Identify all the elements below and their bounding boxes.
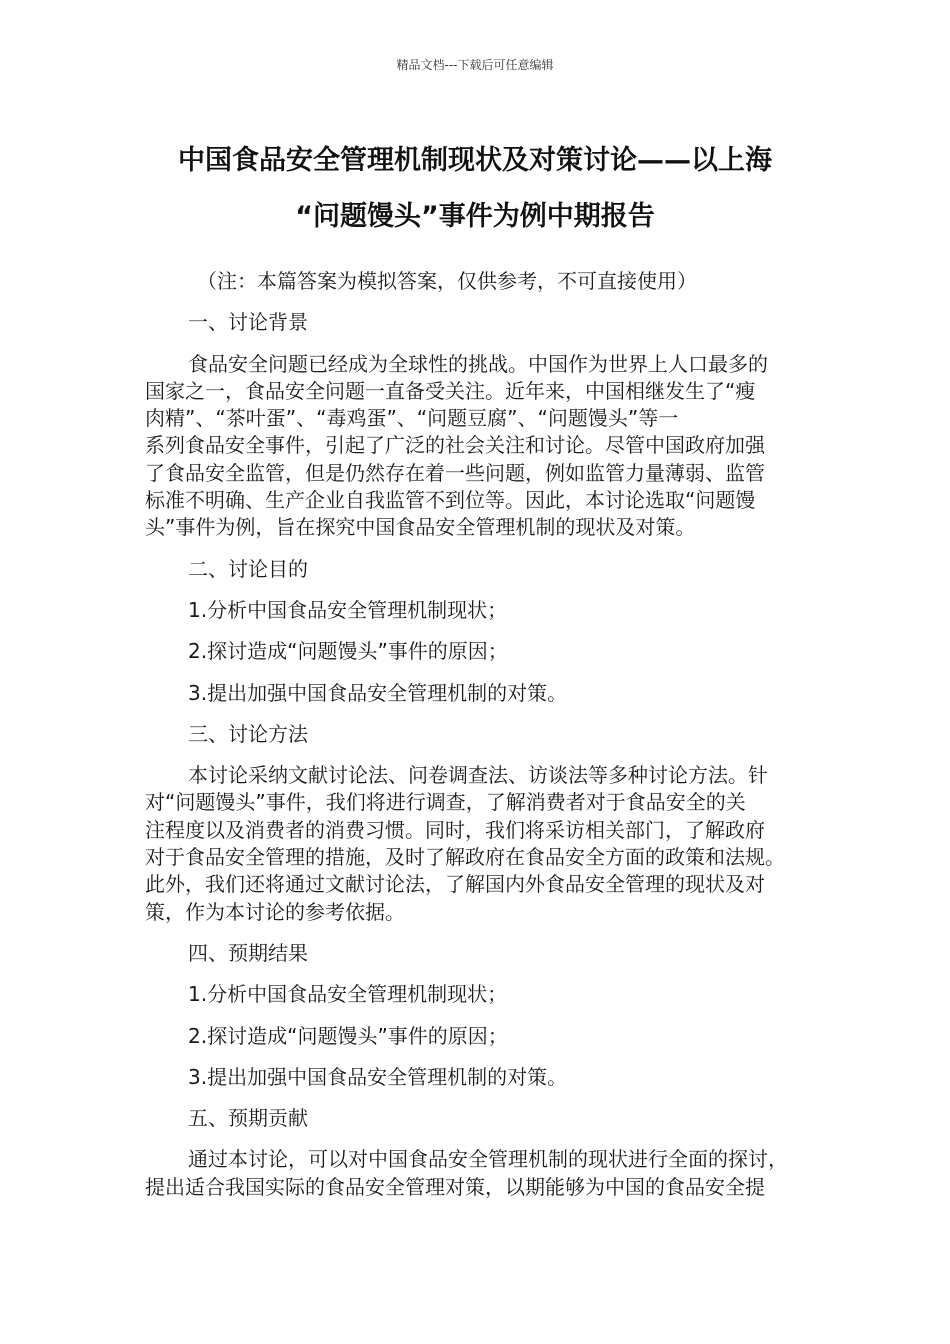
list-item: 3.提出加强中国食品安全管理机制的对策。 bbox=[188, 1064, 568, 1089]
paragraph-line: 了食品安全监管，但是仍然存在着一些问题，例如监管力量薄弱、监管 bbox=[145, 460, 765, 485]
paragraph-line: 此外，我们还将通过文献讨论法，了解国内外食品安全管理的现状及对 bbox=[145, 872, 765, 897]
list-item: 1.分析中国食品安全管理机制现状； bbox=[188, 982, 508, 1007]
section-heading-background: 一、讨论背景 bbox=[188, 310, 308, 335]
paragraph-line: 注程度以及消费者的消费习惯。同时，我们将采访相关部门，了解政府 bbox=[145, 817, 765, 842]
list-item: 2.探讨造成“问题馒头”事件的原因； bbox=[188, 639, 508, 664]
paragraph-line: 头”事件为例，旨在探究中国食品安全管理机制的现状及对策。 bbox=[145, 515, 696, 540]
paragraph-line: 肉精”、“茶叶蛋”、“毒鸡蛋”、“问题豆腐”、“问题馒头”等一 bbox=[145, 406, 679, 431]
section-heading-contribution: 五、预期贡献 bbox=[188, 1106, 308, 1131]
paragraph-line: 策，作为本讨论的参考依据。 bbox=[145, 899, 405, 924]
paragraph-line: 通过本讨论，可以对中国食品安全管理机制的现状进行全面的探讨， bbox=[188, 1147, 788, 1172]
document-body bbox=[145, 268, 805, 1215]
paragraph-line: 本讨论采纳文献讨论法、问卷调查法、访谈法等多种讨论方法。针 bbox=[188, 763, 768, 788]
section-heading-results: 四、预期结果 bbox=[188, 940, 308, 965]
title-line-1: 中国食品安全管理机制现状及对策讨论——以上海 bbox=[178, 145, 772, 176]
paragraph-line: 标准不明确、生产企业自我监管不到位等。因此，本讨论选取“问题馒 bbox=[145, 488, 756, 513]
paragraph-line: 对于食品安全管理的措施，及时了解政府在食品安全方面的政策和法规。 bbox=[145, 845, 785, 870]
paragraph-line: 提出适合我国实际的食品安全管理对策，以期能够为中国的食品安全提 bbox=[145, 1174, 765, 1199]
paragraph-contribution bbox=[145, 1146, 805, 1201]
page-header: 精品文档---下载后可任意编辑 bbox=[396, 58, 554, 72]
section-heading-purpose: 二、讨论目的 bbox=[188, 556, 308, 581]
list-item: 2.探讨造成“问题馒头”事件的原因； bbox=[188, 1023, 508, 1048]
paragraph-method bbox=[145, 762, 805, 926]
paragraph-background bbox=[145, 351, 805, 542]
paragraph-line: 系列食品安全事件，引起了广泛的社会关注和讨论。尽管中国政府加强 bbox=[145, 433, 765, 458]
disclaimer-note: （注：本篇答案为模拟答案，仅供参考，不可直接使用） bbox=[197, 269, 697, 293]
list-item: 1.分析中国食品安全管理机制现状； bbox=[188, 597, 508, 622]
document-title bbox=[145, 133, 805, 245]
paragraph-line: 对“问题馒头”事件，我们将进行调查，了解消费者对于食品安全的关 bbox=[145, 790, 746, 815]
title-line-2: “问题馒头”事件为例中期报告 bbox=[295, 201, 655, 232]
paragraph-line: 国家之一，食品安全问题一直备受关注。近年来，中国相继发生了“瘦 bbox=[145, 378, 756, 403]
paragraph-line: 食品安全问题已经成为全球性的挑战。中国作为世界上人口最多的 bbox=[188, 351, 768, 376]
section-heading-method: 三、讨论方法 bbox=[188, 721, 308, 746]
list-item: 3.提出加强中国食品安全管理机制的对策。 bbox=[188, 680, 568, 705]
